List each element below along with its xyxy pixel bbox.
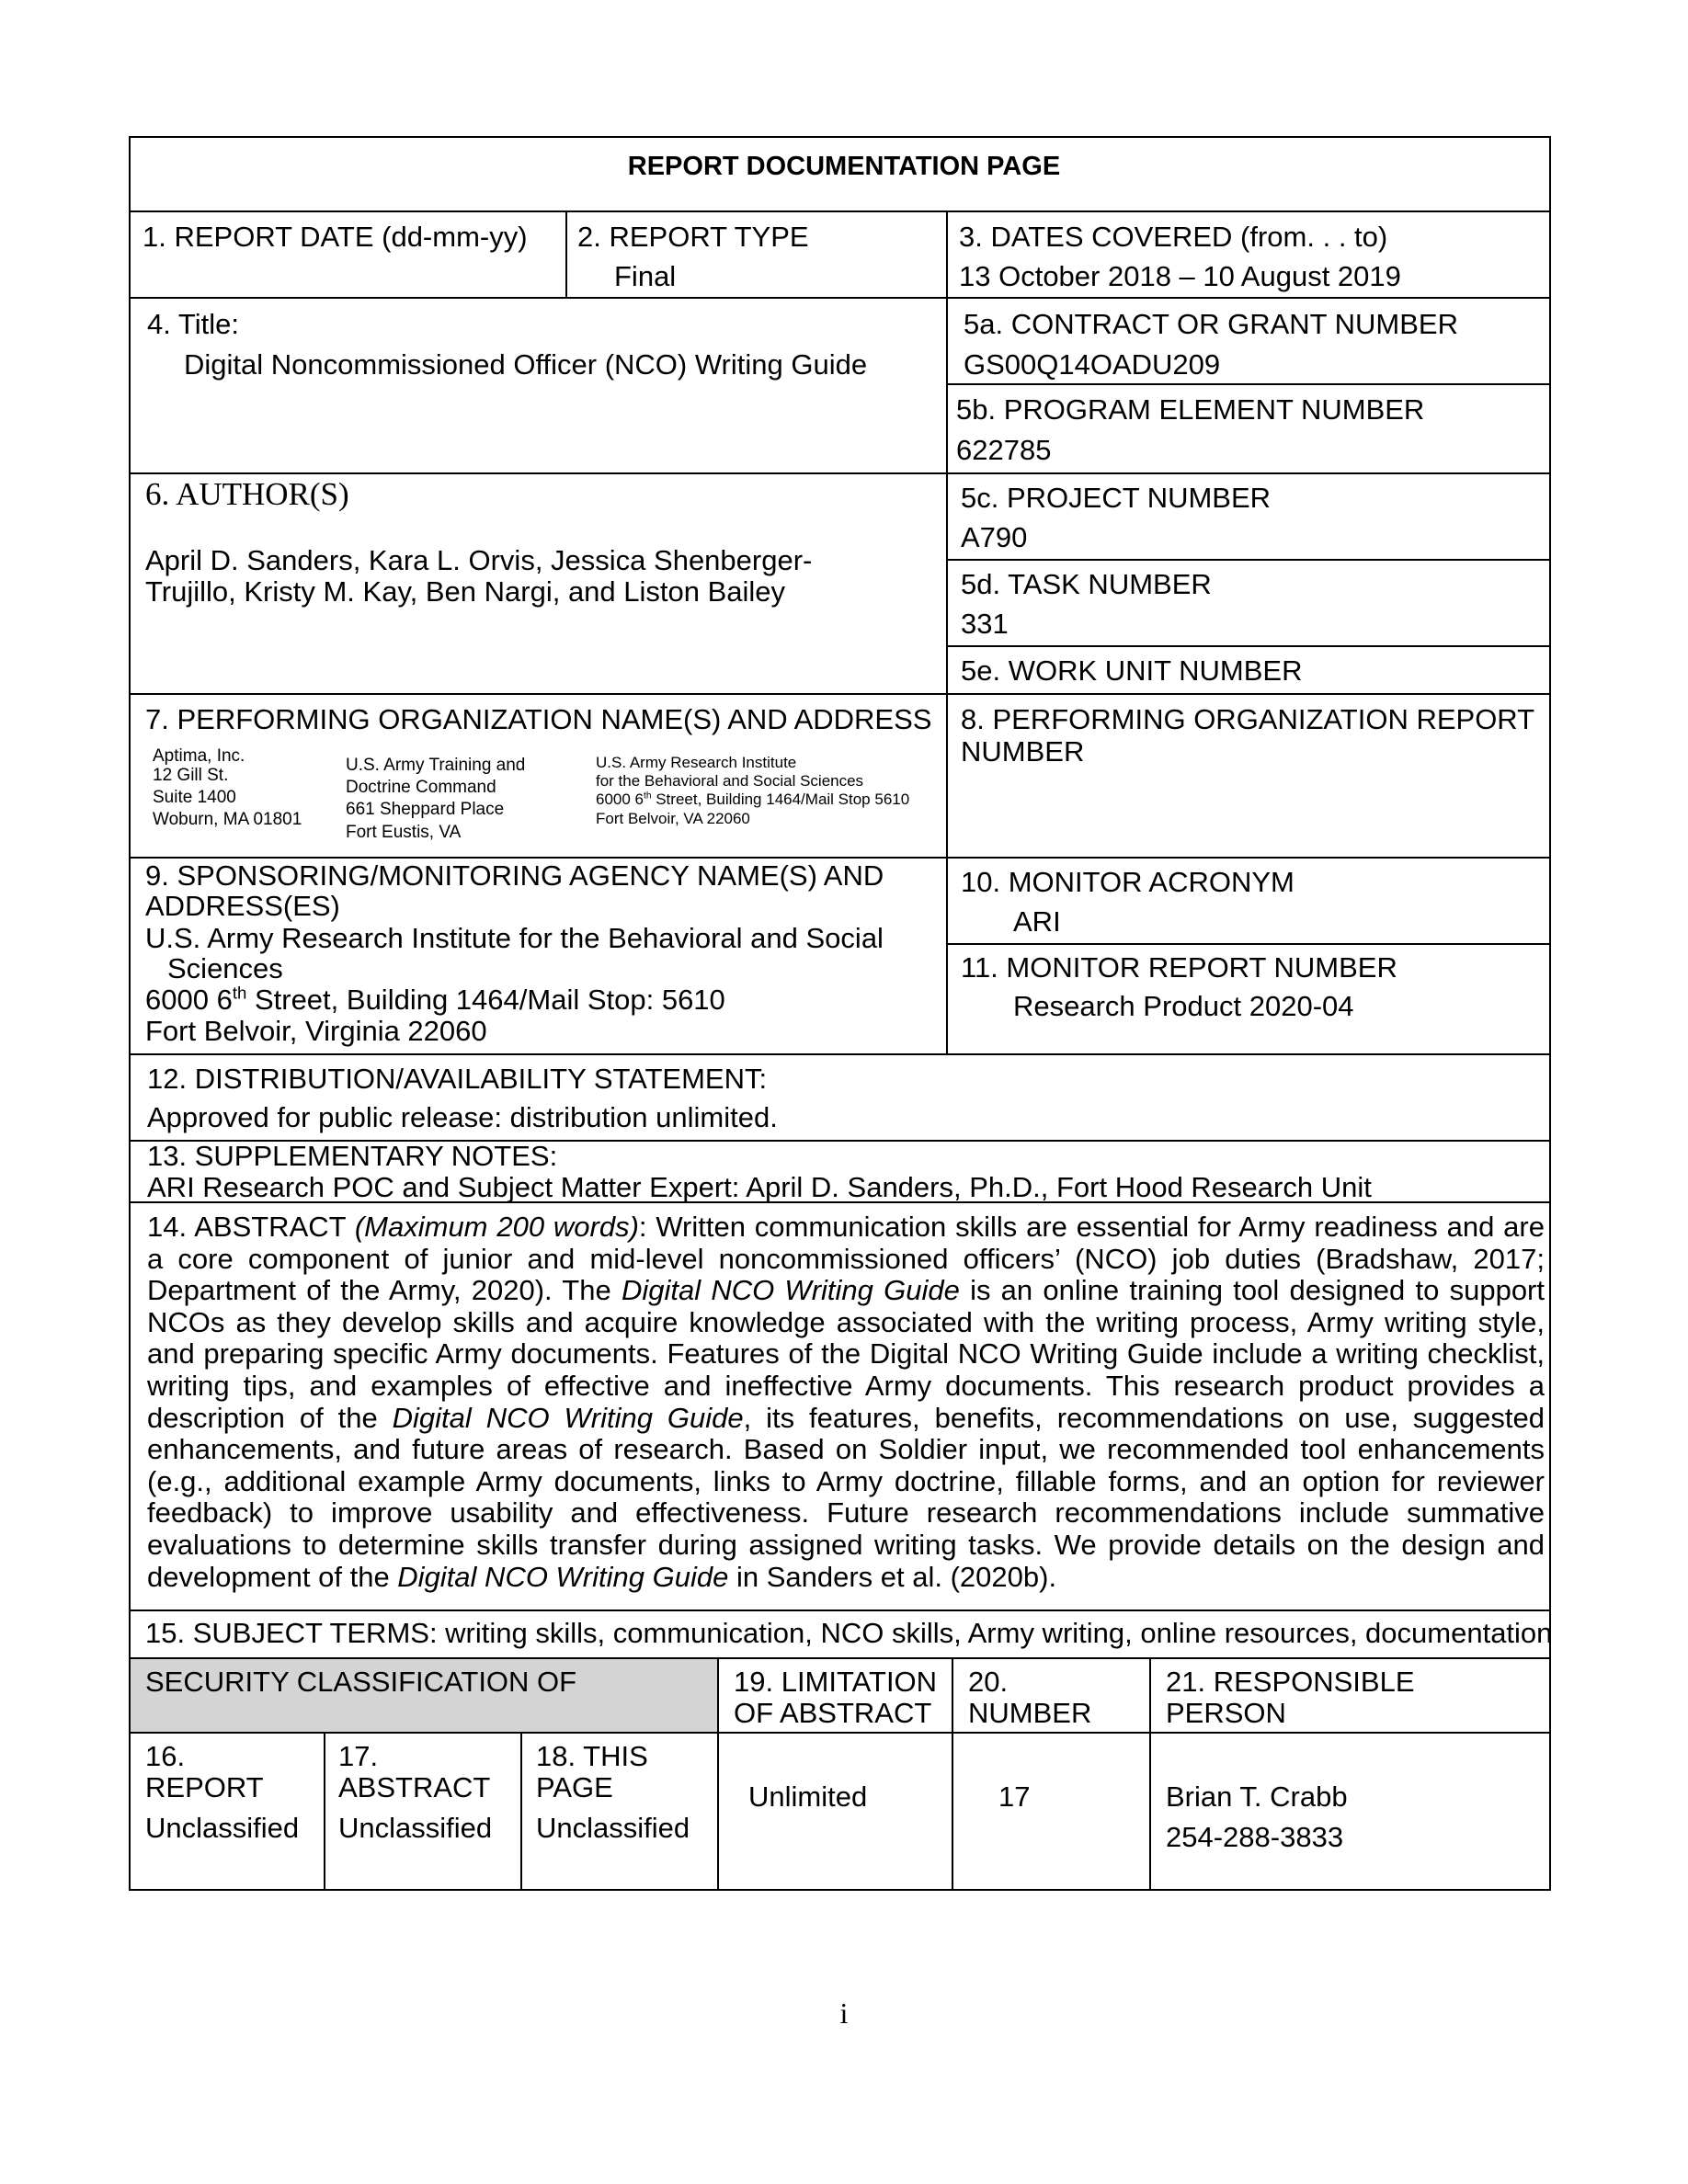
perf-org-report-label-1: 8. PERFORMING ORGANIZATION REPORT — [961, 703, 1535, 735]
authors-label: 6. AUTHOR(S) — [145, 476, 349, 512]
monitor-acronym-label: 10. MONITOR ACRONYM — [961, 866, 1295, 898]
report-class-value: Unclassified — [145, 1812, 300, 1844]
work-unit-label: 5e. WORK UNIT NUMBER — [961, 654, 1303, 687]
number-label-2: NUMBER — [968, 1697, 1092, 1729]
abstract-class-num: 17. — [338, 1740, 379, 1772]
subject-terms: 15. SUBJECT TERMS: writing skills, communication, NCO skills, Army writing, online resources, documentation — [145, 1617, 1553, 1649]
perf-org-report-label-2: NUMBER — [961, 735, 1085, 768]
monitor-report-label: 11. MONITOR REPORT NUMBER — [961, 951, 1397, 984]
project-number-label: 5c. PROJECT NUMBER — [961, 482, 1272, 514]
monitor-acronym-value: ARI — [1013, 905, 1061, 938]
report-type-label: 2. REPORT TYPE — [577, 221, 809, 253]
project-number-value: A790 — [961, 521, 1028, 553]
responsible-label-1: 21. RESPONSIBLE — [1166, 1666, 1415, 1698]
number-value: 17 — [998, 1780, 1031, 1813]
contract-number-label: 5a. CONTRACT OR GRANT NUMBER — [964, 308, 1458, 340]
abstract-class-value: Unclassified — [338, 1812, 493, 1844]
abstract-text: 14. ABSTRACT (Maximum 200 words): Written communication skills are essential for Army readiness and are a core component of junior and mid-level noncommissioned officers’ (NCO) job duties (Bradshaw, 2017; Department of the Army, 2020). The Digital NCO Writing Guide is an online training tool designed to support NCOs as they develop skills and acquire knowledge associated with the writing process, Army writing style, and preparing specific Army documents. Features of the Digital NCO Writing Guide include a writing checklist, writing tips, and examples of effective and ineffective Army documents. This research product provides a description of the Digital NCO Writing Guide, its features, benefits, recommendations on use, suggested enhancements, and future areas of research. Based on Soldier input, we recommended tool enhancements (e.g., additional example Army documents, links to Army doctrine, fillable forms, and an option for reviewer feedback) to improve usability and effectiveness. Future research recommendations include summative evaluations to determine skills transfer during assigned writing tasks. We provide details on the design and development of the Digital NCO Writing Guide in Sanders et al. (2020b). — [147, 1211, 1545, 1593]
responsible-name: Brian T. Crabb — [1166, 1780, 1348, 1813]
supplementary-label: 13. SUPPLEMENTARY NOTES: — [147, 1140, 558, 1172]
org-tradoc-line: Fort Eustis, VA — [346, 823, 462, 842]
sponsor-line-3: U.S. Army Research Institute for the Behavioral and Social — [145, 922, 884, 954]
org-tradoc-line: U.S. Army Training and — [346, 756, 526, 775]
org-tradoc-line: 661 Sheppard Place — [346, 800, 505, 819]
page-number: i — [839, 1996, 849, 2030]
org-aptima-line: Suite 1400 — [153, 788, 236, 807]
dates-covered-label: 3. DATES COVERED (from. . . to) — [959, 221, 1388, 253]
cell-20-value — [952, 1732, 1151, 1891]
sponsor-label-2: ADDRESS(ES) — [145, 890, 340, 922]
monitor-report-value: Research Product 2020-04 — [1013, 990, 1354, 1022]
task-number-label: 5d. TASK NUMBER — [961, 568, 1212, 600]
supplementary-value: ARI Research POC and Subject Matter Expert: April D. Sanders, Ph.D., Fort Hood Research Unit — [147, 1171, 1372, 1203]
distribution-label: 12. DISTRIBUTION/AVAILABILITY STATEMENT: — [147, 1063, 768, 1095]
dates-covered-value: 13 October 2018 – 10 August 2019 — [959, 260, 1401, 292]
sponsor-line-6: Fort Belvoir, Virginia 22060 — [145, 1015, 487, 1047]
org-tradoc-line: Doctrine Command — [346, 778, 496, 797]
title-value: Digital Noncommissioned Officer (NCO) Writing Guide — [184, 348, 868, 381]
org-aptima-line: Woburn, MA 01801 — [153, 810, 302, 829]
org-ari-line: 6000 6th Street, Building 1464/Mail Stop 5610 — [596, 791, 910, 808]
program-element-label: 5b. PROGRAM ELEMENT NUMBER — [956, 393, 1425, 426]
task-number-value: 331 — [961, 608, 1009, 640]
authors-line-1: April D. Sanders, Kara L. Orvis, Jessica Shenberger- — [145, 544, 813, 576]
page-class-label-1: 18. THIS — [536, 1740, 648, 1772]
contract-number-value: GS00Q14OADU209 — [964, 348, 1221, 381]
authors-line-2: Trujillo, Kristy M. Kay, Ben Nargi, and Liston Bailey — [145, 575, 786, 608]
sponsor-label-1: 9. SPONSORING/MONITORING AGENCY NAME(S) AND — [145, 859, 884, 892]
report-date-label: 1. REPORT DATE (dd-mm-yy) — [143, 221, 528, 253]
program-element-value: 622785 — [956, 434, 1052, 466]
number-label-1: 20. — [968, 1666, 1009, 1698]
cell-4 — [129, 297, 948, 474]
distribution-value: Approved for public release: distribution unlimited. — [147, 1101, 778, 1133]
limitation-label-2: OF ABSTRACT — [734, 1697, 932, 1729]
report-class-num: 16. — [145, 1740, 186, 1772]
org-aptima-line: 12 Gill St. — [153, 766, 229, 785]
abstract-class-label: ABSTRACT — [338, 1771, 491, 1803]
responsible-label-2: PERSON — [1166, 1697, 1286, 1729]
responsible-phone: 254-288-3833 — [1166, 1821, 1344, 1853]
report-type-value: Final — [614, 260, 677, 292]
performing-org-label: 7. PERFORMING ORGANIZATION NAME(S) AND ADDRESS — [145, 703, 932, 735]
page-class-value: Unclassified — [536, 1812, 690, 1844]
org-ari-line: Fort Belvoir, VA 22060 — [596, 810, 750, 827]
org-ari-line: U.S. Army Research Institute — [596, 754, 797, 771]
org-ari-line: for the Behavioral and Social Sciences — [596, 772, 864, 790]
org-aptima-line: Aptima, Inc. — [153, 746, 245, 766]
limitation-label-1: 19. LIMITATION — [734, 1666, 938, 1698]
report-class-label: REPORT — [145, 1771, 264, 1803]
limitation-value: Unlimited — [748, 1780, 868, 1813]
sponsor-line-5: 6000 6th Street, Building 1464/Mail Stop: 5610 — [145, 983, 725, 1016]
sponsor-line-4: Sciences — [167, 952, 283, 984]
page-title: REPORT DOCUMENTATION PAGE — [627, 152, 1061, 181]
security-classification-label: SECURITY CLASSIFICATION OF — [145, 1666, 577, 1698]
page-class-label-2: PAGE — [536, 1771, 613, 1803]
title-label: 4. Title: — [147, 308, 239, 340]
